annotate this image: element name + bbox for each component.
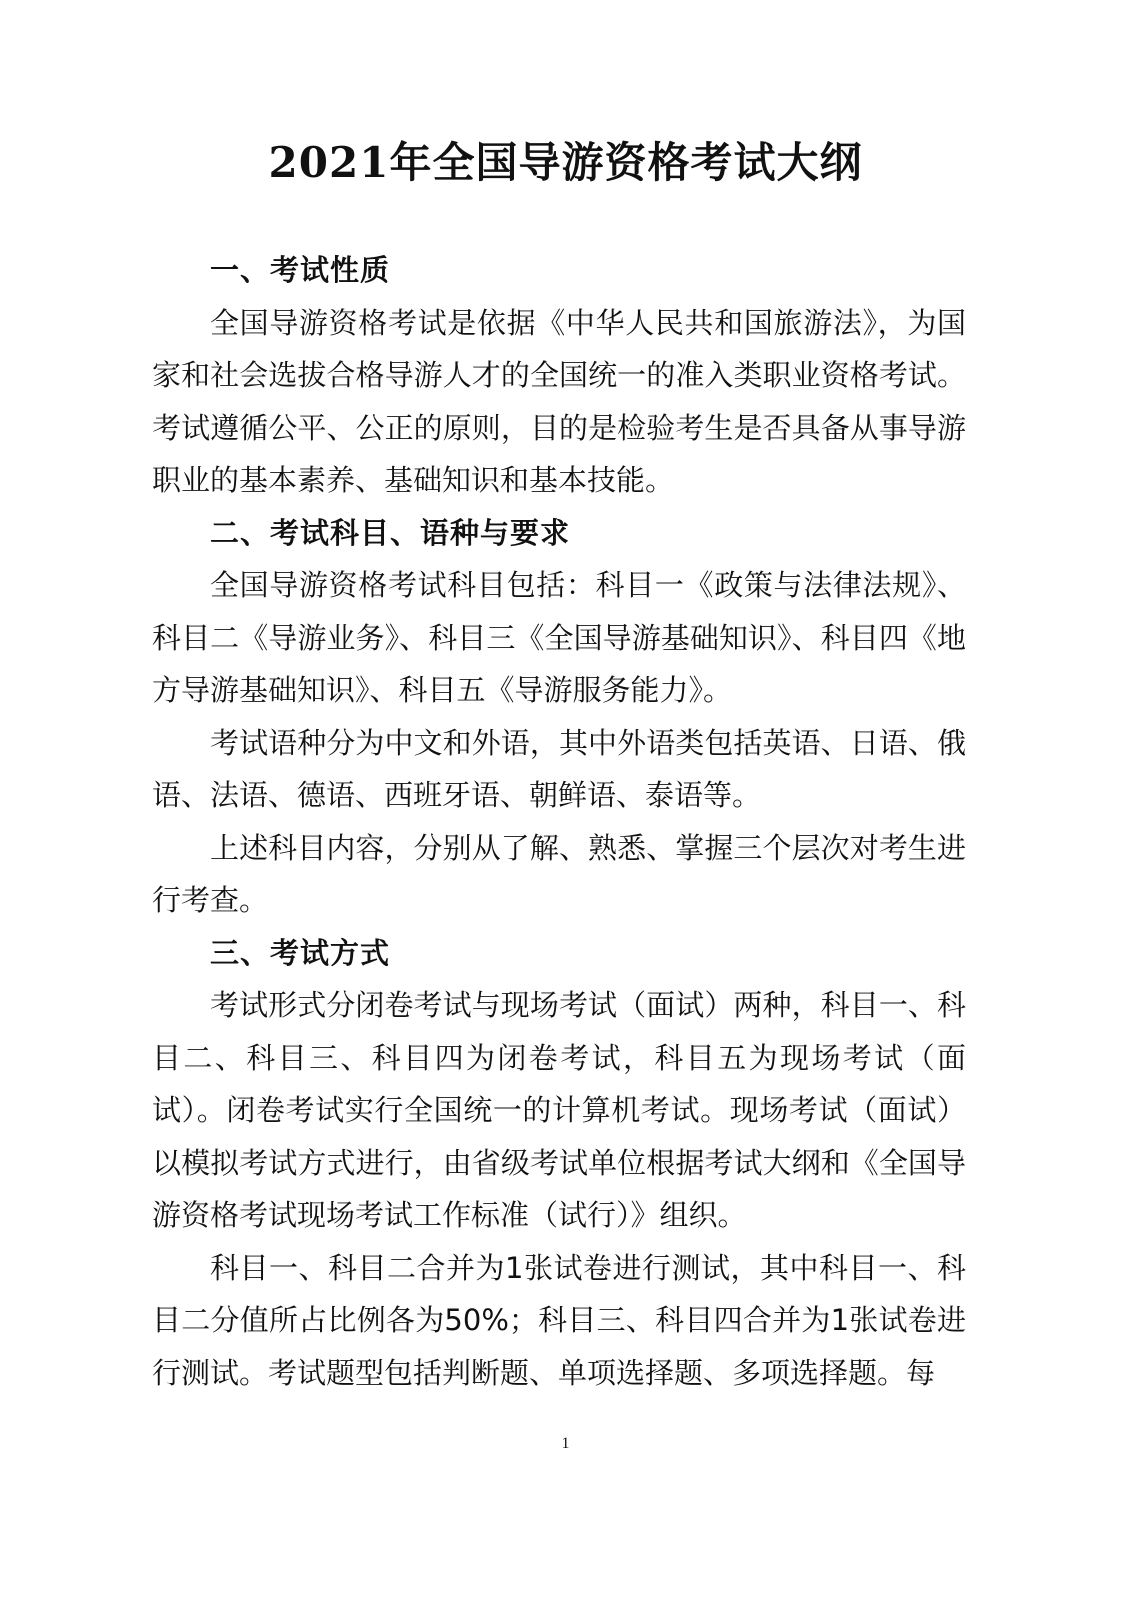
paragraph: 科目一、科目二合并为1张试卷进行测试，其中科目一、科目二分值所占比例各为50%；科目三、科目四合并为1张试卷进行测试。考试题型包括判断题、单项选择题、多项选择题。每	[152, 1250, 966, 1390]
paragraph: 全国导游资格考试科目包括：科目一《政策与法律法规》、科目二《导游业务》、科目三《全国导游基础知识》、科目四《地方导游基础知识》、科目五《导游服务能力》。	[152, 568, 966, 707]
section-heading-subjects: 二、考试科目、语种与要求	[210, 515, 571, 550]
page-number: 1	[561, 1435, 570, 1452]
paragraph: 全国导游资格考试是依据《中华人民共和国旅游法》，为国家和社会选拔合格导游人才的全国统一的准入类职业资格考试。考试遵循公平、公正的原则，目的是检验考生是否具备从事导游职业的基本素养、基础知识和基本技能。	[152, 305, 966, 497]
section-heading-method: 三、考试方式	[210, 935, 391, 970]
paragraph: 考试形式分闭卷考试与现场考试（面试）两种，科目一、科目二、科目三、科目四为闭卷考试，科目五为现场考试（面试）。闭卷考试实行全国统一的计算机考试。现场考试（面试）以模拟考试方式进行，由省级考试单位根据考试大纲和《全国导游资格考试现场考试工作标准（试行）》组织。	[152, 988, 966, 1232]
paragraph: 上述科目内容，分别从了解、熟悉、掌握三个层次对考生进行考查。	[152, 830, 966, 917]
document-body	[152, 244, 966, 1399]
section-heading-nature: 一、考试性质	[210, 253, 391, 287]
paragraph: 考试语种分为中文和外语，其中外语类包括英语、日语、俄语、法语、德语、西班牙语、朝鲜语、泰语等。	[152, 725, 966, 812]
document-title: 2021年全国导游资格考试大纲	[268, 138, 863, 187]
